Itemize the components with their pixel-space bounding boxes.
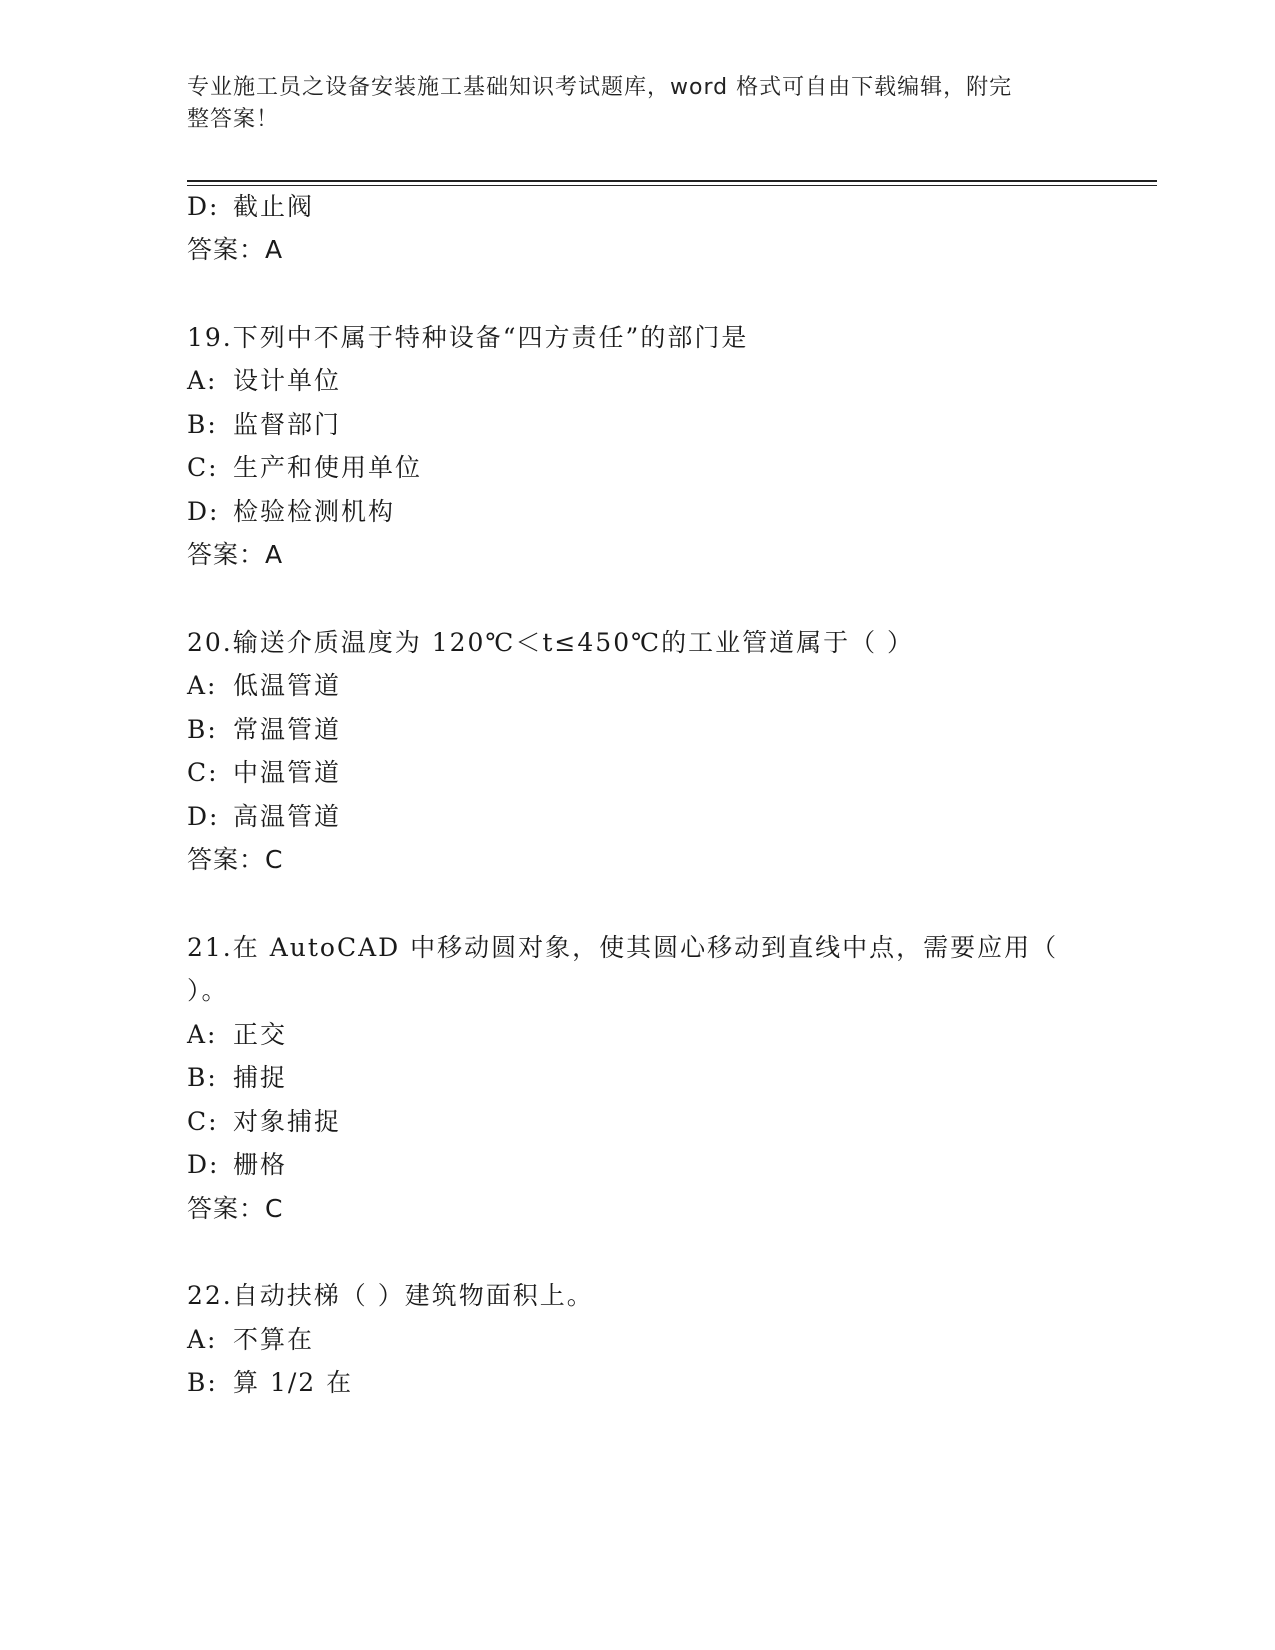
option-letter: D: <box>187 192 220 221</box>
header-divider-thick <box>187 180 1157 182</box>
option-text: 检验检测机构 <box>233 497 396 526</box>
option-letter: B: <box>187 715 218 744</box>
question-20-option-a <box>187 669 341 703</box>
option-text: 中温管道 <box>233 758 342 787</box>
document-header <box>187 72 1067 136</box>
question-21-stem: 21.在 AutoCAD 中移动圆对象，使其圆心移动到直线中点，需要应用（ <box>187 933 1059 962</box>
question-21-option-b <box>187 1061 287 1095</box>
question-22-option-b <box>187 1366 353 1400</box>
option-text: 栅格 <box>233 1150 288 1179</box>
option-letter: A: <box>187 671 218 700</box>
question-19-option-b <box>187 408 341 442</box>
option-text: 捕捉 <box>233 1063 288 1092</box>
option-letter: C: <box>187 1107 219 1136</box>
option-text: 监督部门 <box>233 410 342 439</box>
question-19-option-a <box>187 364 341 398</box>
option-letter: B: <box>187 1063 218 1092</box>
question-21-option-d <box>187 1148 287 1182</box>
prev-option-d <box>187 190 314 224</box>
option-text: 设计单位 <box>233 366 342 395</box>
question-19-answer: 答案：A <box>187 540 284 569</box>
prev-answer: 答案：A <box>187 235 284 264</box>
question-21-option-a <box>187 1018 287 1052</box>
header-line-1: 专业施工员之设备安装施工基础知识考试题库，word 格式可自由下载编辑，附完 <box>187 75 1013 100</box>
option-letter: D: <box>187 802 220 831</box>
question-20-stem: 20.输送介质温度为 120℃＜t≤450℃的工业管道属于（ ） <box>187 628 915 657</box>
question-20-answer: 答案：C <box>187 845 284 874</box>
option-text: 截止阀 <box>233 192 315 221</box>
question-22-option-a <box>187 1323 314 1357</box>
question-20-option-c <box>187 756 341 790</box>
option-letter: C: <box>187 453 219 482</box>
option-letter: B: <box>187 1368 218 1397</box>
header-divider-thin <box>187 185 1157 186</box>
question-21-answer: 答案：C <box>187 1194 284 1223</box>
option-text: 不算在 <box>233 1325 315 1354</box>
option-text: 算 1/2 在 <box>233 1368 354 1397</box>
question-19-option-c <box>187 451 422 485</box>
question-20-option-b <box>187 713 341 747</box>
option-text: 正交 <box>233 1020 288 1049</box>
header-line-2: 整答案！ <box>187 107 280 132</box>
option-letter: A: <box>187 1020 218 1049</box>
option-letter: B: <box>187 410 218 439</box>
option-text: 低温管道 <box>233 671 342 700</box>
option-letter: A: <box>187 366 218 395</box>
option-text: 对象捕捉 <box>233 1107 342 1136</box>
option-letter: D: <box>187 1150 220 1179</box>
option-text: 生产和使用单位 <box>233 453 423 482</box>
option-letter: D: <box>187 497 220 526</box>
option-letter: A: <box>187 1325 218 1354</box>
question-19-option-d <box>187 495 395 529</box>
option-text: 高温管道 <box>233 802 342 831</box>
option-letter: C: <box>187 758 219 787</box>
question-19-stem: 19.下列中不属于特种设备“四方责任”的部门是 <box>187 323 749 352</box>
option-text: 常温管道 <box>233 715 342 744</box>
question-20-option-d <box>187 800 341 834</box>
question-21-option-c <box>187 1105 341 1139</box>
question-22-stem: 22.自动扶梯（ ）建筑物面积上。 <box>187 1281 594 1310</box>
question-21-stem-continued: ）。 <box>187 976 229 1005</box>
